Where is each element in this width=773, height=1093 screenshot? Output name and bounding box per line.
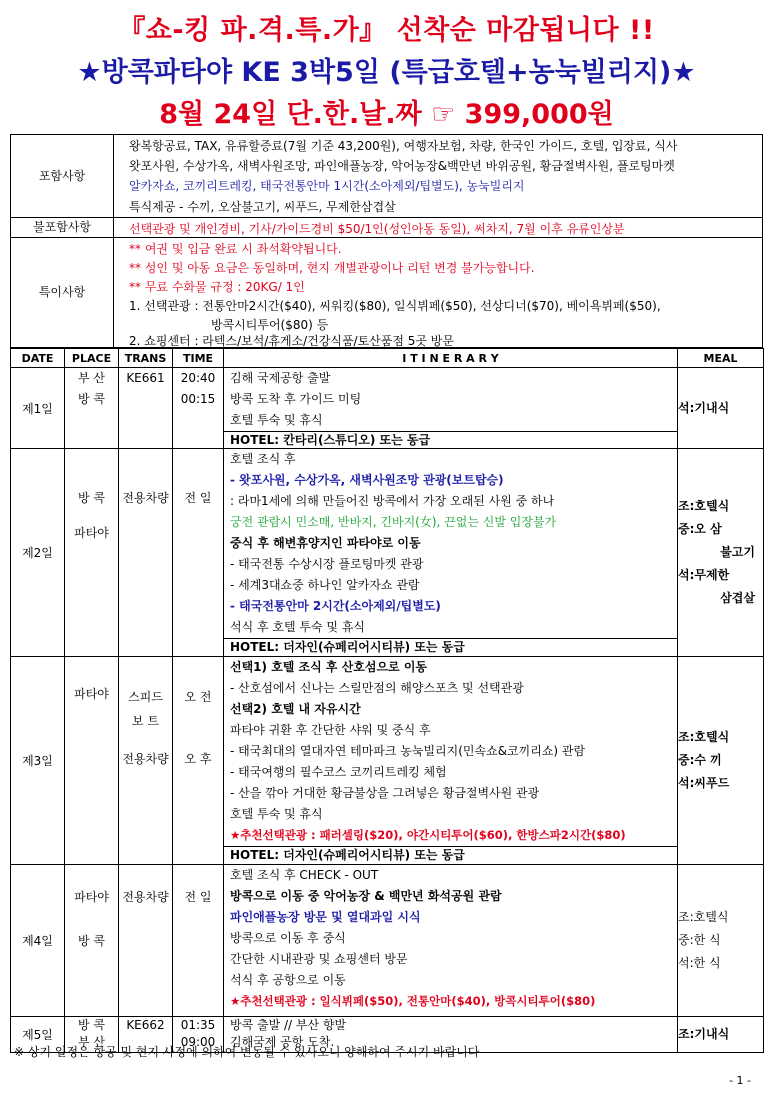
trans-line: 보 트 <box>132 714 159 728</box>
time-line: 01:35 <box>180 1018 216 1032</box>
itinerary-line: 궁전 관람시 민소매, 반바지, 긴바지(女), 끈없는 신발 입장불가 <box>230 515 557 529</box>
itinerary-line: 방콕 도착 후 가이드 미팅 <box>230 392 362 406</box>
table-row <box>11 368 764 449</box>
headline-price: 8월 24일 단.한.날.짜 ☞ 399,000원 <box>159 99 614 130</box>
day-trans: 전용차량 <box>119 449 173 657</box>
day-date: 제1일 <box>11 368 65 449</box>
itinerary-hotel: HOTEL: 칸타리(스튜디오) 또는 동급 <box>224 431 677 448</box>
itinerary-line: 파인애플농장 방문 및 열대과일 시식 <box>230 910 421 924</box>
itinerary-line: 김해국제 공항 도착. <box>230 1035 335 1049</box>
meal-line: 중:오 삼 <box>678 522 722 536</box>
day-place <box>65 865 119 1017</box>
itinerary-line: 호텔 투숙 및 휴식 <box>230 807 323 821</box>
footer-note: ※ 상기 일정은 항공 및 현지 사정에 의하여 변동될 수 있사오니 양해하여 주시기 바랍니다 <box>14 1045 480 1059</box>
day-time <box>173 368 224 449</box>
place-line: 방 콕 <box>78 1018 105 1032</box>
meal-line: 불고기 <box>720 545 755 559</box>
page-number: - 1 - <box>729 1074 751 1087</box>
day-meal <box>678 449 764 657</box>
day-time <box>173 657 224 865</box>
table-row <box>11 449 764 657</box>
header-date: DATE <box>11 349 65 368</box>
day-place <box>65 368 119 449</box>
itinerary-line: 석식 후 호텔 투숙 및 휴식 <box>230 620 365 634</box>
day-date: 제3일 <box>11 657 65 865</box>
notes-line: ** 성인 및 아동 요금은 동일하며, 현지 개별관광이나 리턴 변경 불가능합니다. <box>129 261 535 275</box>
header-itinerary: I T I N E R A R Y <box>224 349 678 368</box>
meal-line: 중:한 식 <box>678 933 721 947</box>
place-line: 파타야 <box>74 526 109 540</box>
day-meal: 석:기내식 <box>678 368 764 449</box>
itinerary-line: - 태국전통안마 2시간(소아제외/팁별도) <box>230 599 441 613</box>
itinerary-table <box>10 348 764 1053</box>
itinerary-line: - 태국여행의 필수코스 코끼리트레킹 체험 <box>230 765 447 779</box>
exclusions-text: 선택관광 및 개인경비, 기사/가이드경비 $50/1인(성인아동 동일), 써차지, 7월 이후 유류인상분 <box>129 222 625 236</box>
notes-line: ** 여권 및 입금 완료 시 좌석확약됩니다. <box>129 242 342 256</box>
day-trans: KE661 <box>119 368 173 449</box>
itinerary-line: 선택1) 호텔 조식 후 산호섬으로 이동 <box>230 660 428 674</box>
day-trans <box>119 657 173 865</box>
place-line: 부 산 <box>78 1035 105 1049</box>
day-place <box>65 449 119 657</box>
day-date: 제4일 <box>11 865 65 1017</box>
day-place: 파타야 <box>65 657 119 865</box>
notes-line: ** 무료 수화물 규정 : 20KG/ 1인 <box>129 280 305 294</box>
time-line: 20:40 <box>180 371 216 385</box>
meal-line: 석:무제한 <box>678 568 730 582</box>
itinerary-line: 중식 후 해변휴양지인 파타야로 이동 <box>230 536 421 550</box>
meal-line: 삼겹살 <box>720 591 755 605</box>
day-trans: 전용차량 <box>119 865 173 1017</box>
notes-label: 특이사항 <box>11 238 114 347</box>
day-time: 전 일 <box>173 865 224 1017</box>
itinerary-line: - 태국최대의 열대자연 테마파크 농눅빌리지(민속쇼&코끼리쇼) 관람 <box>230 744 586 758</box>
header-place: PLACE <box>65 349 119 368</box>
itinerary-line: 방콕으로 이동 후 중식 <box>230 931 346 945</box>
day-itinerary <box>224 657 678 865</box>
meal-line: 조:호텔식 <box>678 910 729 924</box>
meal-line: 조:호텔식 <box>678 499 730 513</box>
meal-line: 석:한 식 <box>678 956 721 970</box>
table-row <box>11 657 764 865</box>
inclusions-line: 왕복항공료, TAX, 유류할증료(7월 기준 43,200원), 여행자보험, 차량, 한국인 가이드, 호텔, 입장료, 식사 <box>129 139 678 153</box>
meal-line: 중:수 끼 <box>678 753 722 767</box>
time-line: 00:15 <box>180 392 216 406</box>
itinerary-line: - 태국전통 수상시장 플로팅마켓 관광 <box>230 557 424 571</box>
meal-line: 조:호텔식 <box>678 730 730 744</box>
itinerary-line: 호텔 투숙 및 휴식 <box>230 413 323 427</box>
header-meal: MEAL <box>678 349 764 368</box>
itinerary-line: 석식 후 공항으로 이동 <box>230 973 346 987</box>
place-line: 부 산 <box>78 371 105 385</box>
inclusions-line: 특식제공 - 수끼, 오삼불고기, 씨푸드, 무제한삼겹살 <box>129 200 396 214</box>
table-row <box>11 865 764 1017</box>
trans-line: 전용차량 <box>122 752 169 766</box>
itinerary-line: 방콕 출발 // 부산 향발 <box>230 1018 347 1032</box>
day-itinerary <box>224 449 678 657</box>
itinerary-option: ★추천선택관광 : 일식뷔페($50), 전통안마($40), 방콕시티투어($80) <box>230 994 596 1008</box>
day-date: 제5일 <box>11 1017 65 1053</box>
day-meal: 조:기내식 <box>678 1017 764 1053</box>
exclusions-label: 불포함사항 <box>11 218 114 237</box>
itinerary-hotel: HOTEL: 더자인(슈페리어시티뷰) 또는 동급 <box>224 638 677 656</box>
time-line: 09:00 <box>180 1035 216 1049</box>
notes-line: 1. 선택관광 : 전통안마2시간($40), 씨워킹($80), 일식뷔페($50), 선상디너($70), 베이욕뷔페($50), <box>129 299 661 313</box>
inclusions-block <box>10 134 763 218</box>
itinerary-line: 선택2) 호텔 내 자유시간 <box>230 702 361 716</box>
itinerary-line: 김해 국제공항 출발 <box>230 371 331 385</box>
place-line: 방 콕 <box>78 392 105 406</box>
header-time: TIME <box>173 349 224 368</box>
trans-line: 스피드 <box>128 690 163 704</box>
day-trans: KE662 <box>119 1017 173 1053</box>
meal-line: 석:씨푸드 <box>678 776 730 790</box>
header-trans: TRANS <box>119 349 173 368</box>
day-itinerary <box>224 865 678 1017</box>
itinerary-line: - 산호섬에서 신나는 스릴만점의 해양스포츠 및 선택관광 <box>230 681 524 695</box>
place-line: 파타야 <box>74 890 109 904</box>
notes-line: 2. 쇼핑센터 : 라텍스/보석/휴게소/건강식품/토산품점 5곳 방문 <box>129 334 454 348</box>
headline-product: ★방콕파타야 KE 3박5일 (특급호텔+농눅빌리지)★ <box>77 57 696 88</box>
time-line: 오 후 <box>184 752 212 766</box>
itinerary-line: - 산을 깎아 거대한 황금불상을 그려넣은 황금절벽사원 관광 <box>230 786 540 800</box>
headline-promo: 『쇼-킹 파.격.특.가』 선착순 마감됩니다 !! <box>118 15 655 46</box>
notes-line: 방콕시티투어($80) 등 <box>211 318 329 332</box>
exclusions-block <box>10 217 763 238</box>
inclusions-line: 왓포사원, 수상가옥, 새벽사원조망, 파인애플농장, 악어농장&백만년 바위공원, 황금절벽사원, 플로팅마켓 <box>129 159 675 173</box>
inclusions-label: 포함사항 <box>11 135 114 217</box>
place-line: 방 콕 <box>78 934 105 948</box>
itinerary-option: ★추천선택관광 : 패러셀링($20), 야간시티투어($60), 한방스파2시간($80) <box>230 828 626 842</box>
day-meal <box>678 657 764 865</box>
itinerary-line: 호텔 조식 후 CHECK - OUT <box>230 868 379 882</box>
day-time: 전 일 <box>173 449 224 657</box>
itinerary-line: 방콕으로 이동 중 악어농장 & 백만년 화석공원 관람 <box>230 889 502 903</box>
place-line: 방 콕 <box>78 491 105 505</box>
inclusions-line: 알카자쇼, 코끼리트레킹, 태국전통안마 1시간(소아제외/팁별도), 농눅빌리지 <box>129 179 525 193</box>
day-meal <box>678 865 764 1017</box>
time-line: 오 전 <box>184 690 212 704</box>
itinerary-line: : 라마1세에 의해 만들어진 방콕에서 가장 오래된 사원 중 하나 <box>230 494 555 508</box>
day-itinerary <box>224 368 678 449</box>
notes-block <box>10 237 763 348</box>
itinerary-line: 파타야 귀환 후 간단한 샤워 및 중식 후 <box>230 723 431 737</box>
itinerary-hotel: HOTEL: 더자인(슈페리어시티뷰) 또는 동급 <box>224 846 677 864</box>
day-date: 제2일 <box>11 449 65 657</box>
itinerary-line: 간단한 시내관광 및 쇼핑센터 방문 <box>230 952 408 966</box>
itinerary-line: 호텔 조식 후 <box>230 452 296 466</box>
table-header-row <box>11 349 764 368</box>
itinerary-line: - 세계3대쇼중 하나인 알카자쇼 관람 <box>230 578 420 592</box>
itinerary-line: - 왓포사원, 수상가옥, 새벽사원조망 관광(보트탑승) <box>230 473 504 487</box>
